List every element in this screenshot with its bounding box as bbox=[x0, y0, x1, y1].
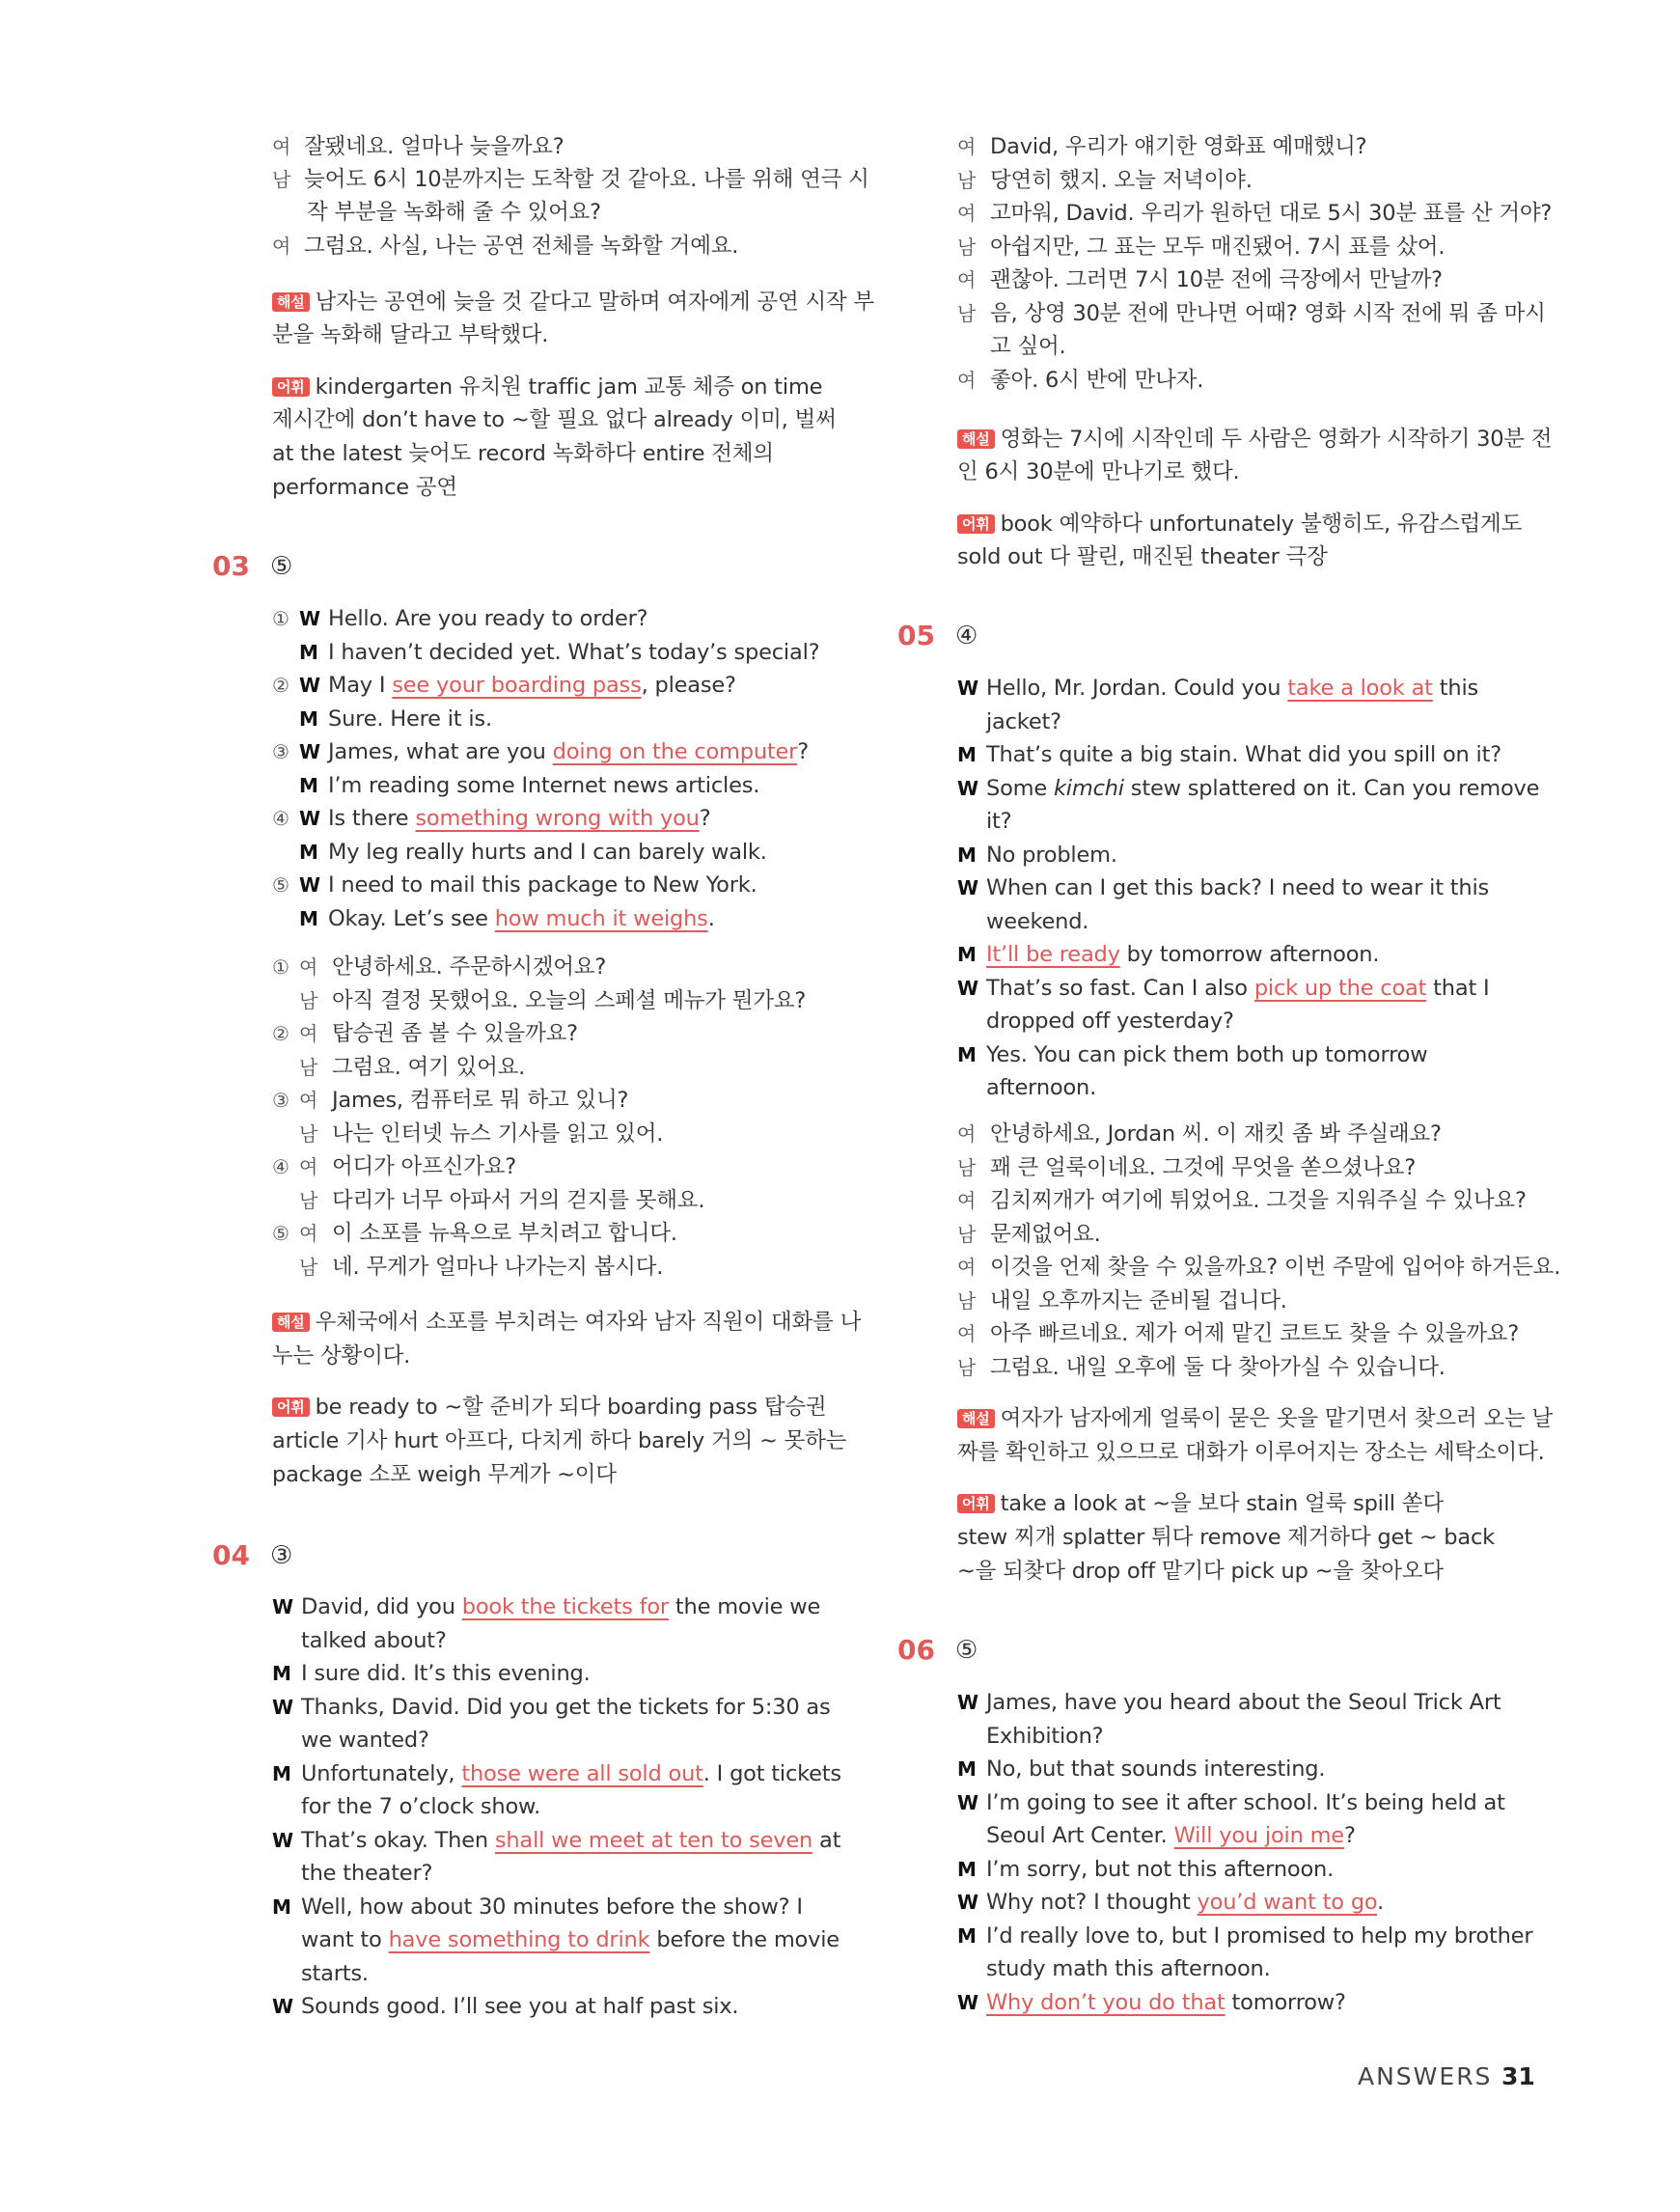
dialogue-line bbox=[272, 871, 757, 899]
dialogue-line bbox=[957, 199, 1552, 228]
dialogue-line bbox=[957, 674, 1478, 703]
vocab-line: article 기사 hurt 아프다, 다치게 하다 barely 거의 ~ 못하는 bbox=[272, 1428, 847, 1453]
question-number: 05 bbox=[897, 620, 935, 651]
speaker-label: W bbox=[299, 674, 320, 697]
dialogue-text: 괜찮아. 그러면 7시 10분 전에 극장에서 만날까? bbox=[990, 267, 1443, 292]
dialogue-text: 이 소포를 뉴욕으로 부치려고 합니다. bbox=[332, 1221, 677, 1246]
speaker-label: W bbox=[299, 873, 320, 897]
explanation-line: 분을 녹화해 달라고 부탁했다. bbox=[272, 322, 549, 347]
speaker-label: 남 bbox=[957, 1355, 977, 1379]
dialogue-line bbox=[272, 1759, 841, 1788]
vocab-badge: 어휘 bbox=[957, 1494, 995, 1513]
dialogue-text: 나는 인터넷 뉴스 기사를 읽고 있어. bbox=[332, 1120, 664, 1147]
answer-blank: see your boarding pass bbox=[392, 673, 642, 698]
speaker-label: M bbox=[299, 906, 318, 930]
dialogue-text: Thanks, David. Did you get the tickets for 5:30 as bbox=[301, 1694, 831, 1720]
dialogue-line bbox=[272, 604, 647, 633]
speaker-label: 여 bbox=[957, 368, 977, 392]
dialogue-line bbox=[957, 332, 1066, 361]
answer-blank: those were all sold out bbox=[461, 1760, 703, 1786]
dialogue-line bbox=[957, 366, 1203, 395]
speaker-label: 여 bbox=[299, 1155, 318, 1178]
answer-blank: Will you join me bbox=[1173, 1823, 1344, 1848]
answer-blank: something wrong with you bbox=[415, 806, 700, 831]
speaker-label: W bbox=[957, 976, 978, 1000]
dialogue-line bbox=[957, 740, 1501, 769]
speaker-label: 남 bbox=[957, 1288, 977, 1313]
dialogue-line bbox=[272, 737, 809, 766]
question-answer: ④ bbox=[955, 622, 978, 650]
explanation-badge: 해설 bbox=[957, 1409, 995, 1428]
dialogue-line bbox=[957, 707, 1061, 736]
explanation-badge: 해설 bbox=[272, 1313, 310, 1332]
speaker-label: W bbox=[299, 807, 320, 830]
dialogue-line bbox=[272, 1859, 432, 1888]
dialogue-text: Okay. Let’s see bbox=[328, 905, 495, 931]
dialogue-text: 이것을 언제 찾을 수 있을까요? 이번 주말에 입어야 하거든요. bbox=[990, 1255, 1561, 1280]
dialogue-text: at bbox=[812, 1827, 841, 1853]
dialogue-text: 음, 상영 30분 전에 만나면 어때? 영화 시작 전에 뭐 좀 마시 bbox=[990, 300, 1546, 326]
choice-number: ② bbox=[272, 1022, 289, 1045]
dialogue-text: dropped off yesterday? bbox=[986, 1009, 1234, 1034]
answer-blank: how much it weighs bbox=[494, 905, 708, 931]
dialogue-text: 아직 결정 못했어요. 오늘의 스페셜 메뉴가 뭔가요? bbox=[332, 987, 807, 1013]
speaker-label: 여 bbox=[957, 1256, 977, 1279]
dialogue-text: Seoul Art Center. bbox=[986, 1823, 1174, 1848]
dialogue-text: . bbox=[1377, 1890, 1385, 1915]
dialogue-line bbox=[957, 1821, 1356, 1850]
question-number: 06 bbox=[897, 1634, 935, 1666]
dialogue-line bbox=[272, 1992, 738, 2021]
dialogue-line bbox=[957, 265, 1443, 294]
dialogue-text: that I bbox=[1426, 975, 1490, 1001]
dialogue-line bbox=[272, 838, 767, 867]
choice-number: ⑤ bbox=[272, 1222, 289, 1245]
speaker-label: 여 bbox=[957, 268, 977, 291]
dialogue-line bbox=[957, 233, 1445, 262]
question-answer: ⑤ bbox=[270, 552, 293, 581]
dialogue-text: . bbox=[707, 905, 715, 931]
speaker-label: 여 bbox=[299, 955, 318, 979]
dialogue-text: Hello, Mr. Jordan. Could you bbox=[986, 676, 1288, 701]
speaker-label: 남 bbox=[299, 1121, 318, 1146]
dialogue-line bbox=[957, 1988, 1346, 2017]
dialogue-text: I’d really love to, but I promised to help my brother bbox=[986, 1922, 1533, 1949]
speaker-label: 여 bbox=[957, 1322, 977, 1345]
dialogue-line bbox=[272, 638, 819, 667]
answer-blank: have something to drink bbox=[388, 1927, 650, 1952]
dialogue-text: No problem. bbox=[986, 842, 1117, 868]
dialogue-line bbox=[272, 1152, 516, 1181]
dialogue-text: Well, how about 30 minutes before the show? I bbox=[301, 1894, 803, 1920]
speaker-label: W bbox=[272, 1695, 293, 1719]
vocab-badge: 어휘 bbox=[272, 1397, 310, 1417]
vocab-line: at the latest 늦어도 record 녹화하다 entire 전체의 bbox=[272, 441, 774, 466]
answer-blank: pick up the coat bbox=[1253, 975, 1427, 1001]
dialogue-text: Sounds good. I’ll see you at half past six. bbox=[301, 1994, 739, 2019]
dialogue-text: starts. bbox=[301, 1960, 369, 1986]
choice-number: ② bbox=[272, 674, 289, 697]
dialogue-text: I’m sorry, but not this afternoon. bbox=[986, 1856, 1335, 1882]
dialogue-line bbox=[957, 1286, 1287, 1315]
dialogue-line bbox=[957, 299, 1546, 328]
dialogue-line bbox=[272, 671, 736, 700]
dialogue-line bbox=[272, 705, 492, 733]
dialogue-text: 안녕하세요. 주문하시겠어요? bbox=[332, 954, 607, 980]
dialogue-line bbox=[957, 807, 1011, 836]
dialogue-text: tomorrow? bbox=[1225, 1989, 1346, 2015]
dialogue-text: afternoon. bbox=[986, 1075, 1097, 1100]
dialogue-text: study math this afternoon. bbox=[986, 1956, 1271, 1981]
answer-blank: doing on the computer bbox=[552, 739, 798, 764]
vocab-line: 어휘 kindergarten 유치원 traffic jam 교통 체증 on time bbox=[272, 373, 822, 401]
speaker-label: 남 bbox=[957, 235, 977, 259]
answer-blank: shall we meet at ten to seven bbox=[494, 1827, 813, 1853]
dialogue-text: 김치찌개가 여기에 튀었어요. 그것을 지워주실 수 있나요? bbox=[990, 1188, 1527, 1213]
dialogue-line bbox=[957, 1073, 1096, 1102]
speaker-label: 남 bbox=[957, 1222, 977, 1246]
dialogue-line bbox=[957, 1888, 1384, 1917]
dialogue-line bbox=[272, 1959, 369, 1988]
question-answer: ⑤ bbox=[955, 1636, 978, 1665]
dialogue-text: I haven’t decided yet. What’s today’s special? bbox=[328, 639, 820, 665]
speaker-label: 여 bbox=[957, 202, 977, 225]
dialogue-text: 다리가 너무 아파서 거의 걷지를 못해요. bbox=[332, 1187, 705, 1213]
dialogue-line bbox=[957, 1186, 1527, 1215]
dialogue-text: 문제없어요. bbox=[990, 1221, 1101, 1247]
dialogue-line bbox=[272, 986, 806, 1015]
dialogue-text: May I bbox=[328, 673, 393, 698]
answer-blank: take a look at bbox=[1287, 676, 1433, 701]
speaker-label: 남 bbox=[957, 301, 977, 325]
dialogue-line bbox=[272, 1219, 677, 1248]
speaker-label: 남 bbox=[299, 1255, 318, 1279]
speaker-label: M bbox=[299, 706, 318, 731]
speaker-label: M bbox=[272, 1761, 291, 1785]
speaker-label: M bbox=[299, 773, 318, 797]
vocab-badge: 어휘 bbox=[272, 377, 310, 397]
speaker-label: 여 bbox=[299, 1022, 318, 1045]
dialogue-text: 고마워, David. 우리가 원하던 대로 5시 30분 표를 산 거야? bbox=[990, 201, 1553, 226]
dialogue-text: 탑승권 좀 볼 수 있을까요? bbox=[332, 1021, 578, 1046]
speaker-label: W bbox=[957, 1790, 978, 1814]
dialogue-line bbox=[272, 1626, 447, 1655]
dialogue-text: stew splattered on it. Can you remove bbox=[1123, 775, 1540, 801]
speaker-label: 남 bbox=[299, 988, 318, 1012]
dialogue-line bbox=[272, 1693, 831, 1722]
dialogue-line bbox=[957, 1722, 1103, 1751]
dialogue-line bbox=[957, 132, 1366, 161]
explanation-line: 해설 우체국에서 소포를 부치려는 여자와 남자 직원이 대화를 나 bbox=[272, 1308, 861, 1337]
dialogue-line bbox=[272, 771, 759, 800]
choice-number: ③ bbox=[272, 740, 289, 763]
vocab-line: ~을 되찾다 drop off 맡기다 pick up ~을 찾아오다 bbox=[957, 1559, 1444, 1584]
speaker-label: M bbox=[299, 840, 318, 864]
speaker-label: M bbox=[272, 1662, 291, 1685]
dialogue-text: 내일 오후까지는 준비될 겁니다. bbox=[990, 1287, 1287, 1313]
explanation-badge: 해설 bbox=[957, 429, 995, 449]
vocab-line: 어휘 take a look at ~을 보다 stain 얼룩 spill 쏟다 bbox=[957, 1489, 1444, 1518]
question-number: 03 bbox=[212, 550, 250, 582]
speaker-label: 남 bbox=[957, 168, 977, 192]
speaker-label: W bbox=[299, 607, 320, 630]
dialogue-text: 아쉽지만, 그 표는 모두 매진됐어. 7시 표를 샀어. bbox=[990, 234, 1446, 260]
vocab-badge: 어휘 bbox=[957, 514, 995, 534]
choice-number: ① bbox=[272, 607, 289, 630]
vocab-line: 어휘 be ready to ~할 준비가 되다 boarding pass 탑승권 bbox=[272, 1393, 826, 1422]
speaker-label: 남 bbox=[299, 1055, 318, 1079]
dialogue-text: before the movie bbox=[649, 1927, 840, 1952]
dialogue-text: ? bbox=[699, 806, 711, 831]
speaker-label: M bbox=[957, 843, 977, 867]
dialogue-text: 아주 빠르네요. 제가 어제 맡긴 코트도 찾을 수 있을까요? bbox=[990, 1321, 1520, 1346]
dialogue-line bbox=[957, 1007, 1234, 1036]
explanation-line: 해설 여자가 남자에게 얼룩이 묻은 옷을 맡기면서 찾으러 오는 날 bbox=[957, 1404, 1553, 1433]
dialogue-text: 네. 무게가 얼마나 나가는지 봅시다. bbox=[332, 1254, 664, 1280]
dialogue-text: I’m reading some Internet news articles. bbox=[328, 772, 760, 798]
dialogue-text: ? bbox=[1343, 1823, 1356, 1848]
explanation-line: 짜를 확인하고 있으므로 대화가 이루어지는 장소는 세탁소이다. bbox=[957, 1440, 1545, 1465]
dialogue-line bbox=[272, 804, 710, 833]
explanation-line: 인 6시 30분에 만나기로 했다. bbox=[957, 459, 1240, 484]
speaker-label: 남 bbox=[957, 1155, 977, 1179]
dialogue-line bbox=[272, 904, 715, 933]
dialogue-text: by tomorrow afternoon. bbox=[1119, 942, 1380, 967]
dialogue-text: That’s so fast. Can I also bbox=[986, 975, 1254, 1001]
vocab-line: sold out 다 팔린, 매진된 theater 극장 bbox=[957, 544, 1328, 569]
dialogue-line bbox=[272, 1086, 628, 1115]
dialogue-text: . I got tickets bbox=[702, 1760, 841, 1786]
speaker-label: 여 bbox=[299, 1222, 318, 1245]
dialogue-line bbox=[272, 1659, 591, 1688]
answer-blank: Why don’t you do that bbox=[986, 1989, 1226, 2015]
page-number: 31 bbox=[1501, 2062, 1535, 2090]
speaker-label: M bbox=[272, 1894, 291, 1919]
dialogue-text: , please? bbox=[641, 673, 736, 698]
dialogue-line bbox=[957, 940, 1379, 969]
dialogue-text: the theater? bbox=[301, 1861, 433, 1886]
dialogue-text: it? bbox=[986, 809, 1012, 834]
choice-number: ① bbox=[272, 955, 289, 979]
dialogue-text: James, 컴퓨터로 뭐 하고 있니? bbox=[332, 1088, 629, 1113]
dialogue-text: Yes. You can pick them both up tomorrow bbox=[986, 1041, 1428, 1067]
dialogue-text: 꽤 큰 얼룩이네요. 그것에 무엇을 쏟으셨나요? bbox=[990, 1154, 1417, 1180]
dialogue-line bbox=[957, 166, 1253, 195]
dialogue-text: Hello. Are you ready to order? bbox=[328, 606, 648, 631]
dialogue-line bbox=[272, 1893, 803, 1922]
choice-number: ③ bbox=[272, 1089, 289, 1112]
vocab-line: 제시간에 don’t have to ~할 필요 없다 already 이미, 벌써 bbox=[272, 407, 837, 432]
dialogue-line bbox=[272, 1726, 429, 1755]
dialogue-text: 그럼요. 내일 오후에 둘 다 찾아가실 수 있습니다. bbox=[990, 1354, 1446, 1380]
dialogue-text: talked about? bbox=[301, 1627, 447, 1653]
dialogue-text: No, but that sounds interesting. bbox=[986, 1756, 1326, 1782]
dialogue-text: My leg really hurts and I can barely walk. bbox=[328, 839, 767, 865]
speaker-label: W bbox=[299, 740, 320, 763]
vocab-line: package 소포 weigh 무게가 ~이다 bbox=[272, 1462, 617, 1487]
dialogue-line bbox=[272, 1826, 840, 1855]
question-number: 04 bbox=[212, 1539, 250, 1571]
speaker-label: W bbox=[957, 677, 978, 700]
speaker-label: 여 bbox=[957, 1189, 977, 1212]
answer-blank: book the tickets for bbox=[461, 1594, 669, 1619]
dialogue-text: I need to mail this package to New York. bbox=[328, 872, 757, 898]
speaker-label: W bbox=[272, 1828, 293, 1852]
vocab-line: stew 찌개 splatter 튀다 remove 제거하다 get ~ back bbox=[957, 1525, 1495, 1550]
footer-label: ANSWERS bbox=[1358, 2062, 1493, 2090]
dialogue-text: David, 우리가 얘기한 영화표 예매했니? bbox=[990, 134, 1367, 159]
dialogue-text: Some bbox=[986, 775, 1054, 801]
answer-blank: you’d want to go bbox=[1197, 1890, 1378, 1915]
dialogue-text: this bbox=[1432, 676, 1479, 701]
dialogue-line: 남 늦어도 6시 10분까지는 도착할 것 같아요. 나를 위해 연극 시 bbox=[272, 167, 869, 192]
explanation-line: 해설 영화는 7시에 시작인데 두 사람은 영화가 시작하기 30분 전 bbox=[957, 425, 1552, 454]
dialogue-line bbox=[957, 1153, 1416, 1182]
choice-number: ⑤ bbox=[272, 873, 289, 897]
speaker-label: M bbox=[957, 1042, 977, 1066]
dialogue-text: Unfortunately, bbox=[301, 1760, 462, 1786]
dialogue-line bbox=[957, 1120, 1442, 1148]
speaker-label: M bbox=[957, 1923, 977, 1948]
dialogue-text: Exhibition? bbox=[986, 1723, 1104, 1749]
dialogue-text: James, what are you bbox=[328, 739, 553, 764]
dialogue-text: the movie we bbox=[668, 1594, 821, 1619]
dialogue-text: jacket? bbox=[986, 708, 1061, 734]
dialogue-line bbox=[957, 974, 1489, 1003]
dialogue-text: That’s quite a big stain. What did you spill on it? bbox=[986, 742, 1501, 767]
dialogue-text: 좋아. 6시 반에 만나자. bbox=[990, 367, 1204, 393]
dialogue-text: 당연히 했지. 오늘 저녁이야. bbox=[990, 167, 1253, 193]
speaker-label: M bbox=[957, 1857, 977, 1881]
choice-number: ④ bbox=[272, 807, 289, 830]
speaker-label: 남 bbox=[299, 1188, 318, 1212]
dialogue-text: That’s okay. Then bbox=[301, 1827, 495, 1853]
dialogue-line bbox=[272, 953, 606, 982]
dialogue-line bbox=[957, 1319, 1519, 1348]
dialogue-text: I’m going to see it after school. It’s being held at bbox=[986, 1789, 1505, 1815]
answer-blank: It’ll be ready bbox=[986, 942, 1120, 967]
speaker-label: W bbox=[957, 876, 978, 899]
speaker-label: M bbox=[957, 743, 977, 766]
dialogue-line bbox=[272, 1053, 525, 1082]
dialogue-line bbox=[957, 1688, 1501, 1717]
dialogue-text: 안녕하세요, Jordan 씨. 이 재킷 좀 봐 주실래요? bbox=[990, 1121, 1442, 1147]
speaker-label: M bbox=[957, 943, 977, 966]
dialogue-line bbox=[957, 1040, 1427, 1069]
dialogue-line bbox=[957, 907, 1088, 936]
speaker-label: W bbox=[957, 1691, 978, 1714]
dialogue-text: Sure. Here it is. bbox=[328, 705, 492, 732]
speaker-label: W bbox=[272, 1595, 293, 1618]
dialogue-line bbox=[957, 1954, 1271, 1983]
explanation-line: 누는 상황이다. bbox=[272, 1343, 411, 1369]
dialogue-line: 여 잘됐네요. 얼마나 늦을까요? bbox=[272, 134, 565, 159]
dialogue-text: When can I get this back? I need to wear it this bbox=[986, 875, 1490, 900]
dialogue-line bbox=[957, 1755, 1325, 1783]
speaker-label: W bbox=[272, 1995, 293, 2018]
speaker-label: W bbox=[957, 1891, 978, 1914]
explanation-line: 해설 남자는 공연에 늦을 것 같다고 말하며 여자에게 공연 시작 부 bbox=[272, 288, 874, 317]
dialogue-line bbox=[957, 1353, 1446, 1382]
dialogue-text: Is there bbox=[328, 806, 416, 831]
dialogue-text: weekend. bbox=[986, 908, 1089, 934]
dialogue-line: 여 그럼요. 사실, 나는 공연 전체를 녹화할 거예요. bbox=[272, 234, 739, 259]
dialogue-text: I sure did. It’s this evening. bbox=[301, 1661, 591, 1686]
speaker-label: W bbox=[957, 776, 978, 800]
dialogue-line bbox=[957, 1220, 1101, 1249]
dialogue-line bbox=[272, 1592, 820, 1621]
dialogue-text: 고 싶어. bbox=[990, 334, 1066, 359]
speaker-label: 여 bbox=[957, 135, 977, 158]
dialogue-text: 어디가 아프신가요? bbox=[332, 1154, 516, 1179]
dialogue-text: 그럼요. 여기 있어요. bbox=[332, 1054, 526, 1080]
dialogue-line bbox=[957, 841, 1117, 870]
dialogue-text: we wanted? bbox=[301, 1728, 429, 1753]
explanation-badge: 해설 bbox=[272, 292, 310, 312]
dialogue-line bbox=[957, 873, 1489, 902]
italic-word: kimchi bbox=[1053, 775, 1124, 801]
speaker-label: M bbox=[299, 640, 318, 664]
speaker-label: W bbox=[957, 1990, 978, 2014]
dialogue-line bbox=[272, 1019, 578, 1048]
dialogue-text: David, did you bbox=[301, 1594, 462, 1619]
dialogue-line bbox=[957, 1788, 1505, 1817]
speaker-label: M bbox=[957, 1757, 977, 1781]
dialogue-line bbox=[272, 1925, 840, 1954]
dialogue-text: James, have you heard about the Seoul Trick Art bbox=[986, 1690, 1501, 1715]
dialogue-line bbox=[272, 1120, 663, 1148]
vocab-line: 어휘 book 예약하다 unfortunately 불행히도, 유감스럽게도 bbox=[957, 510, 1522, 539]
dialogue-line bbox=[272, 1186, 704, 1215]
vocab-line: performance 공연 bbox=[272, 475, 457, 500]
dialogue-line bbox=[272, 1792, 540, 1821]
dialogue-line: 작 부분을 녹화해 줄 수 있어요? bbox=[307, 200, 601, 225]
dialogue-line bbox=[957, 1922, 1532, 1950]
dialogue-line bbox=[957, 1253, 1560, 1282]
dialogue-text: want to bbox=[301, 1927, 389, 1952]
dialogue-line bbox=[957, 774, 1539, 803]
speaker-label: 여 bbox=[299, 1089, 318, 1112]
speaker-label: 여 bbox=[957, 1122, 977, 1146]
choice-number: ④ bbox=[272, 1155, 289, 1178]
dialogue-text: ? bbox=[797, 739, 809, 764]
dialogue-line bbox=[957, 1855, 1334, 1884]
dialogue-line bbox=[272, 1253, 663, 1282]
question-answer: ③ bbox=[270, 1541, 293, 1570]
dialogue-text: Why not? I thought bbox=[986, 1890, 1198, 1915]
dialogue-text: for the 7 o’clock show. bbox=[301, 1794, 541, 1819]
